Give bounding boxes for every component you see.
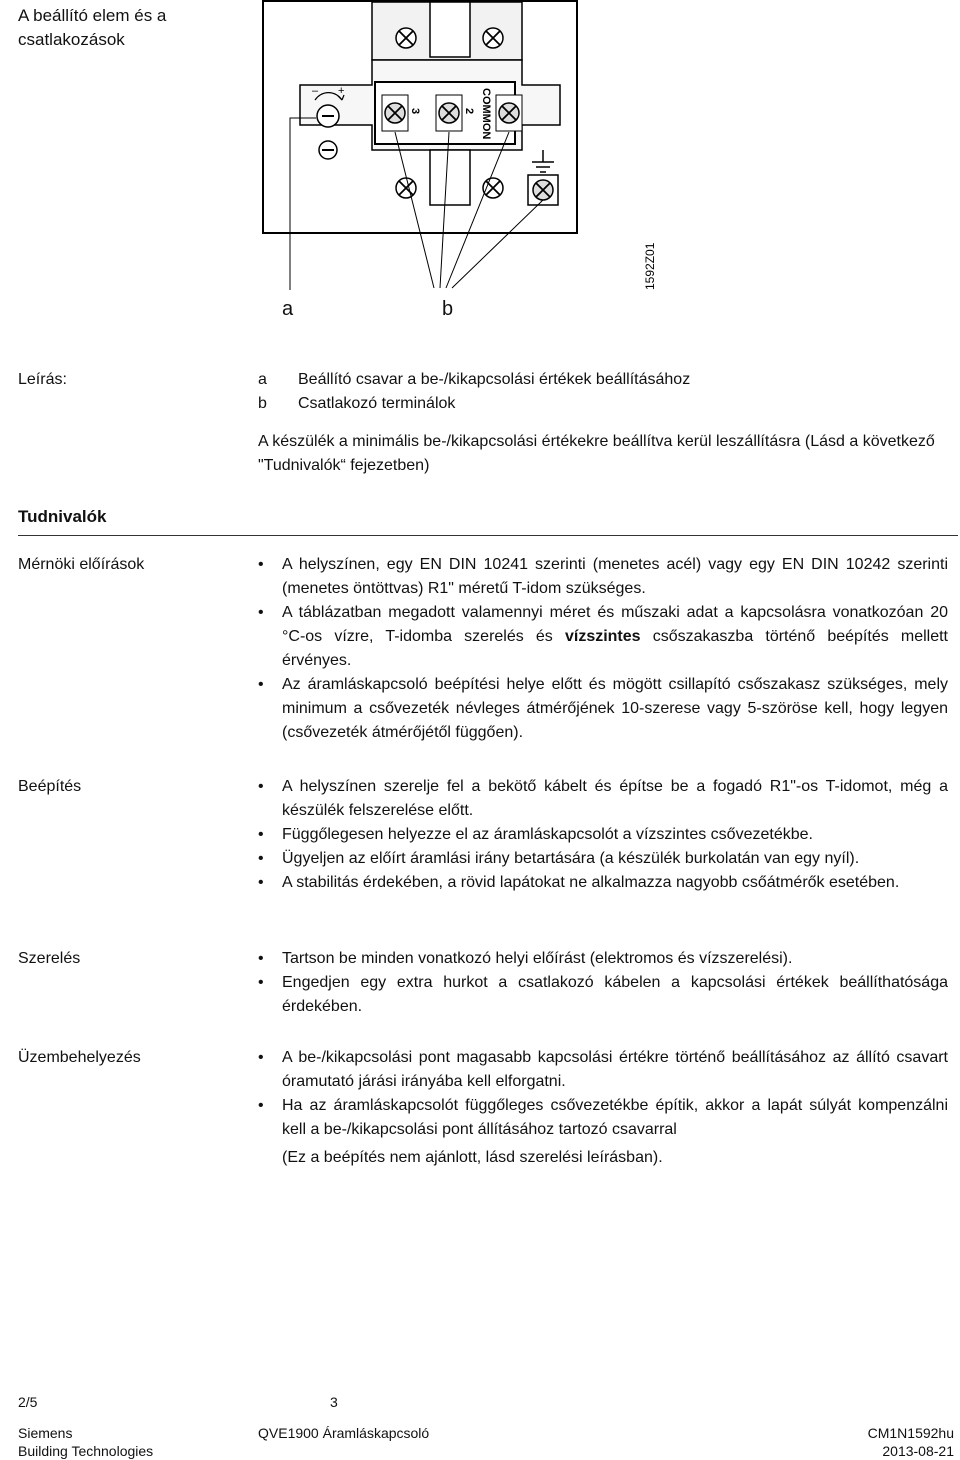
screw-icon — [396, 28, 416, 48]
minus-sign: – — [312, 85, 319, 97]
description-list — [258, 368, 948, 478]
terminal-label-2: 2 — [463, 108, 475, 115]
description-text: Beállító csavar a be-/kikapcsolási értékek beállításához — [298, 371, 691, 388]
company-division: Building Technologies — [18, 1443, 154, 1459]
list-item: • A helyszínen, egy EN DIN 10241 szerinti (menetes acél) vagy egy EN DIN 10242 szerinti (menetes öntöttvas) R1" méretű T-idom szükséges. — [258, 553, 948, 601]
list-item: • Ügyeljen az előírt áramlási irány betartására (a készülék burkolatán van egy nyíl). — [258, 847, 948, 871]
screw-icon — [396, 178, 416, 198]
list-item: • A stabilitás érdekében, a rövid lapátokat ne alkalmazza nagyobb csőátmérők esetében. — [258, 871, 948, 895]
engineering-list — [258, 553, 948, 745]
ground-icon — [532, 150, 554, 172]
doc-id: CM1N1592hu — [867, 1425, 954, 1441]
list-item: • Engedjen egy extra hurkot a csatlakozó kábelen a kapcsolási értékek beállíthatósága érdekében. — [258, 971, 948, 1019]
mounting-label: Szerelés — [18, 950, 81, 967]
figure-ref-code: 1592Z01 — [643, 242, 657, 290]
wiring-diagram — [0, 0, 960, 340]
list-item: • A helyszínen szerelje fel a bekötő kábelt és építse be a fogadó R1"-os T-idomot, még a készülék felszerelése előtt. — [258, 775, 948, 823]
section-divider — [18, 535, 958, 536]
description-label: Leírás: — [18, 371, 67, 388]
list-item: • Az áramláskapcsoló beépítési helye előtt és mögött csillapító csőszakasz szükséges, mely minimum a csővezeték névleges átmérőjének 10-szerese vagy 5-szöröse kell, hogy legyen (csővezeték átmérőjétől függően). — [258, 673, 948, 745]
chapter-number: 3 — [330, 1394, 338, 1410]
list-item: • Függőlegesen helyezze el az áramláskapcsolót a vízszintes csővezetékbe. — [258, 823, 948, 847]
doc-date: 2013-08-21 — [882, 1443, 954, 1459]
screw-icon — [319, 141, 337, 159]
commissioning-label: Üzembehelyezés — [18, 1049, 141, 1066]
commissioning-extra: (Ez a beépítés nem ajánlott, lásd szerelési leírásban). — [282, 1149, 663, 1166]
plus-sign: + — [338, 85, 345, 97]
description-note: A készülék a minimális be-/kikapcsolási értékekre beállítva kerül leszállításra (Lásd a következő "Tudnivalók“ fejezetben) — [258, 433, 935, 474]
description-key: b — [258, 395, 267, 412]
commissioning-list — [258, 1046, 948, 1142]
engineering-label: Mérnöki előírások — [18, 556, 145, 573]
terminal-label-3: 3 — [409, 108, 421, 115]
terminal-screw-icon — [496, 95, 522, 131]
installation-list — [258, 775, 948, 895]
screw-icon — [483, 28, 503, 48]
section-title: Tudnivalók — [18, 507, 107, 526]
description-key: a — [258, 371, 267, 388]
list-item: • Ha az áramláskapcsolót függőleges csővezetékbe építik, akkor a lapát súlyát kompenzálni kell a be-/kikapcsolási pont állításához tartozó csavarral — [258, 1094, 948, 1142]
description-item-b — [258, 392, 948, 416]
figure-label-a: a — [282, 298, 294, 320]
description-item-a — [258, 368, 948, 392]
terminal-label-common: COMMON — [480, 88, 492, 140]
company-name: Siemens — [18, 1425, 73, 1441]
terminal-screw-icon — [436, 95, 462, 131]
page-number: 2/5 — [18, 1394, 38, 1410]
list-item: • Tartson be minden vonatkozó helyi előírást (elektromos és vízszerelési). — [258, 947, 948, 971]
page-title: A beállító elem és a csatlakozások — [18, 6, 167, 49]
installation-label: Beépítés — [18, 778, 82, 795]
description-text: Csatlakozó terminálok — [298, 395, 456, 412]
mounting-list — [258, 947, 948, 1019]
list-item: • A táblázatban megadott valamennyi méret és műszaki adat a kapcsolásra vonatkozóan 20 °C-os vízre, T-idomba szerelés és vízszintes csőszakaszba történő beépítés mellett érvényes. — [258, 601, 948, 673]
terminal-screw-icon — [382, 95, 408, 131]
list-item: • A be-/kikapcsolási pont magasabb kapcsolási értékre történő beállításához az állító csavart óramutató járási irányába kell elforgatni. — [258, 1046, 948, 1094]
figure-label-b: b — [442, 298, 454, 320]
emphasis-text: vízszintes — [564, 628, 641, 645]
product-name: QVE1900 Áramláskapcsoló — [258, 1425, 430, 1441]
